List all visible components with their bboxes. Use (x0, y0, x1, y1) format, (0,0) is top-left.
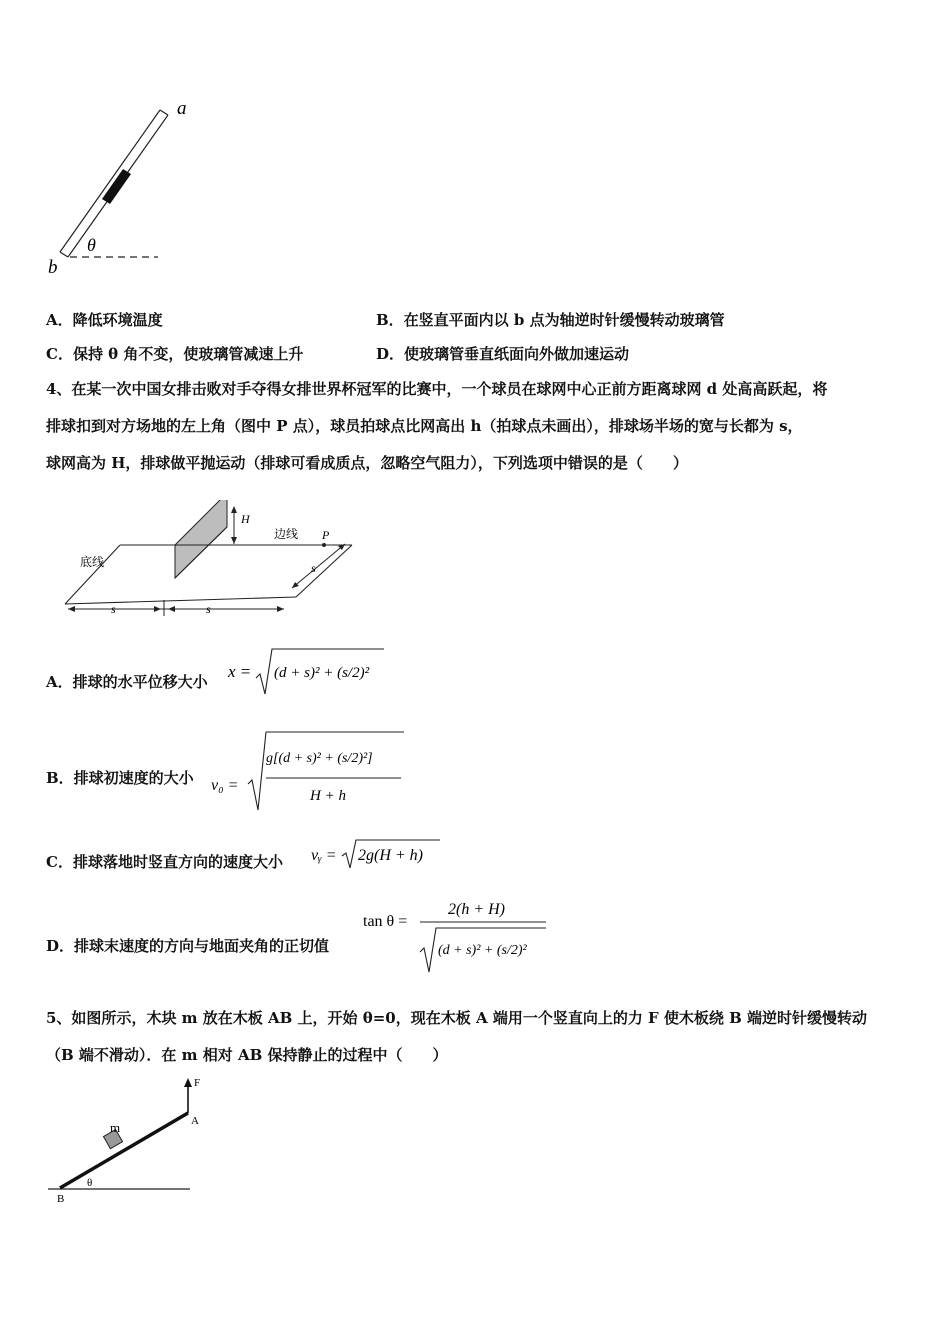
diagonal-dimension (292, 544, 345, 588)
q3-option-c: C．保持 θ 角不变，使玻璃管减速上升 (46, 345, 304, 363)
label-s-diagonal: s (311, 561, 316, 575)
q4-option-a: A．排球的水平位移大小 (46, 673, 208, 691)
label-s-right: s (206, 602, 211, 616)
formula-c (308, 836, 448, 872)
label-m: m (110, 1120, 121, 1135)
net (175, 500, 227, 578)
formula-d-numerator: 2(h + H) (448, 901, 506, 918)
board-figure (44, 1074, 214, 1208)
court-figure (60, 500, 360, 620)
formula-b-lhs: v₀ = (211, 777, 239, 794)
formula-d-lhs: tan θ = (363, 913, 408, 930)
label-H: H (241, 512, 250, 526)
formula-d-denominator: (d + s)² + (s/2)² (438, 943, 527, 958)
label-s-left: s (111, 602, 116, 616)
label-P: P (322, 528, 330, 542)
q4-stem-line1: 4、在某一次中国女排击败对手夺得女排世界杯冠军的比赛中，一个球员在球网中心正前方距离球网 d 处高高跃起，将 (46, 380, 828, 398)
formula-a-radicand: (d + s)² + (s/2)² (274, 665, 370, 681)
q5-stem-line1: 5、如图所示，木块 m 放在木板 AB 上，开始 θ=0，现在木板 A 端用一个竖直向上的力 F 使木板绕 B 端逆时针缓慢转动 (46, 1009, 868, 1027)
q4-stem-line2: 排球扣到对方场地的左上角（图中 P 点），球员拍球点比网高出 h（拍球点未画出），排球场半场的宽与长都为 s， (46, 417, 803, 435)
label-b: b (48, 257, 58, 278)
formula-c-radicand: 2g(H + h) (358, 847, 424, 864)
q4-option-b: B．排球初速度的大小 (46, 769, 194, 787)
formula-a (226, 644, 396, 698)
tube-figure (40, 95, 210, 285)
formula-c-lhs: vᵧ = (311, 847, 337, 864)
label-A: A (191, 1115, 199, 1127)
label-theta: θ (87, 1177, 93, 1189)
label-edge: 边线 (274, 527, 299, 541)
label-theta: θ (87, 235, 96, 255)
q4-stem-line3: 球网高为 H，排球做平抛运动（排球可看成质点，忽略空气阻力），下列选项中错误的是（ ） (46, 454, 688, 472)
q4-option-c: C．排球落地时竖直方向的速度大小 (46, 853, 283, 871)
label-a: a (177, 98, 187, 119)
label-base: 底线 (80, 555, 105, 569)
q4-option-d: D．排球末速度的方向与地面夹角的正切值 (46, 937, 330, 955)
q3-option-b: B．在竖直平面内以 b 点为轴逆时针缓慢转动玻璃管 (376, 311, 725, 329)
formula-b-denominator: H + h (310, 788, 346, 804)
formula-b-numerator: g[(d + s)² + (s/2)²] (266, 751, 373, 766)
q3-option-d: D．使玻璃管垂直纸面向外做加速运动 (376, 345, 630, 363)
label-F: F (194, 1077, 201, 1089)
board-AB (60, 1113, 188, 1188)
point-P (322, 543, 326, 547)
formula-b (208, 728, 408, 814)
q3-option-a: A．降低环境温度 (46, 311, 163, 329)
formula-a-lhs: x = (228, 662, 252, 681)
formula-d (360, 894, 560, 976)
q5-stem-line2: （B 端不滑动）．在 m 相对 AB 保持静止的过程中（ ） (46, 1046, 448, 1064)
label-B: B (57, 1193, 65, 1205)
